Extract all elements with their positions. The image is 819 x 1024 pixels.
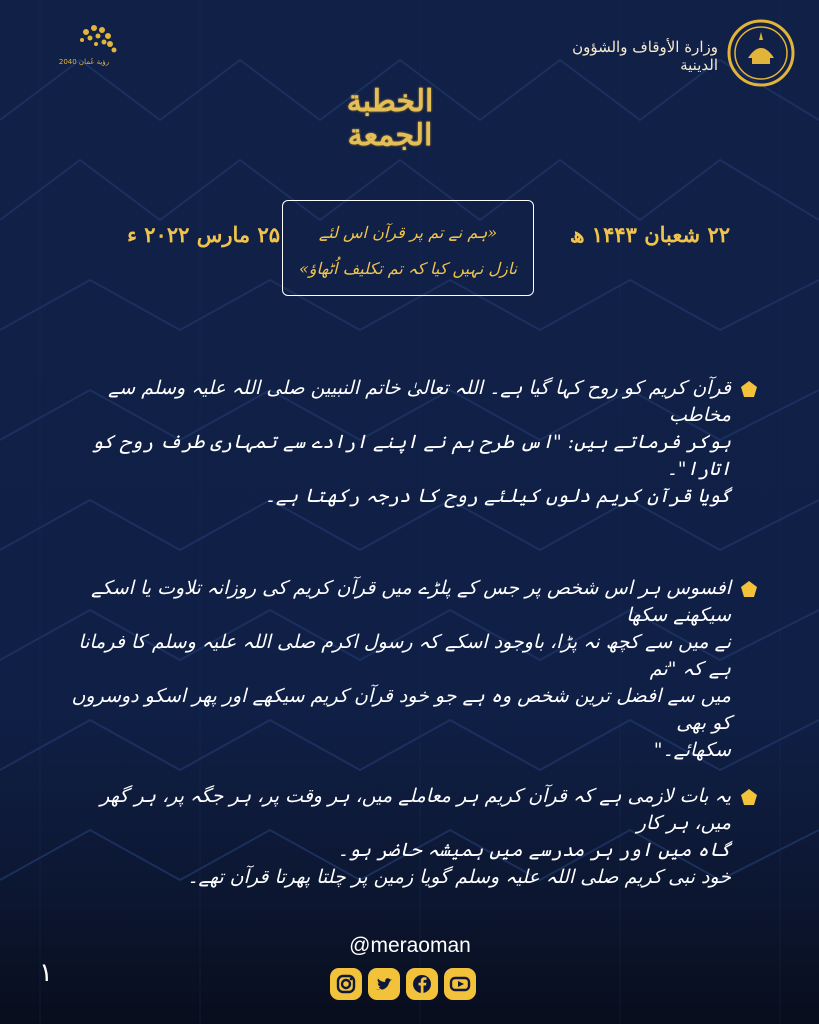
bullet-icon [740,788,758,806]
paragraph-line: افسوس ہر اس شخص پر جس کے پلڑے میں قرآن کریم کی روزانہ تلاوت یا اسکے سیکھنے سکھا [91,577,731,626]
paragraph-line: نے میں سے کچھ نہ پڑا، باوجود اسکے کہ رسول اکرم صلی اللہ علیہ وسلم کا فرمانا ہے کہ "تم [78,631,731,680]
social-icons [330,968,490,1004]
hijri-date: ۲۲ شعبان ۱۴۴۳ ھ [569,222,730,247]
social-handle[interactable]: @meraoman [349,934,471,957]
instagram-icon[interactable] [330,968,362,1000]
facebook-icon[interactable] [406,968,438,1000]
paragraph-3 [66,783,731,891]
ministry-name: وزارة الأوقاف والشؤون الدينية [572,38,718,74]
quote-line-2: نازل نہیں کیا کہ تم تکلیف اُٹھاؤ» [298,259,518,278]
vision-logo-icon [24,18,144,62]
quote-box [282,200,534,296]
twitter-icon[interactable] [368,968,400,1000]
oman-vision-logo [24,18,144,78]
quote-line-1: «ہم نے تم پر قرآن اس لئے [318,223,498,242]
paragraph-1 [66,375,731,510]
paragraph-line: قرآن کریم کو روح کہا گیا ہے۔ اللہ تعالیٰ خاتم النبیین صلی اللہ علیہ وسلم سے مخاطب [108,377,731,426]
paragraph-line: گویا قرآن کریم دلوں کیلئے روح کا درجہ رکھتا ہے۔ [264,485,731,507]
bullet-icon [740,580,758,598]
khutbah-title: الخطبة الجمعة [346,84,434,153]
paragraph-line: سکھائے۔" [653,739,731,761]
ministry-emblem-icon [726,18,796,88]
gregorian-date: ۲۵ مارس ۲۰۲۲ ء [127,222,280,247]
vision-logo-text: رؤية عُمان 2040 [58,58,110,66]
paragraph-line: میں سے افضل ترین شخص وہ ہے جو خود قرآن کریم سیکھے اور پھر اسکو دوسروں کو بھی [71,685,731,734]
paragraph-2 [66,575,731,764]
paragraph-line: خود نبی کریم صلی اللہ علیہ وسلم گویا زمین پر چلتا پھرتا قرآن تھے۔ [187,866,731,888]
paragraph-line: یہ بات لازمی ہے کہ قرآن کریم ہر معاملے میں، ہر وقت پر، ہر جگہ پر، ہر گھر میں، ہر کار [100,785,731,834]
bullet-icon [740,380,758,398]
youtube-icon[interactable] [444,968,476,1000]
page-number: ۱ [39,958,53,988]
paragraph-line: گاہ میں اور ہر مدرسے میں ہمیشہ حاضر ہو۔ [337,839,731,861]
paragraph-line: ہوکر فرماتے ہیں: "اس طرح ہم نے اپنے ارادے سے تمہاری طرف روح کو اتارا"۔ [91,431,731,480]
